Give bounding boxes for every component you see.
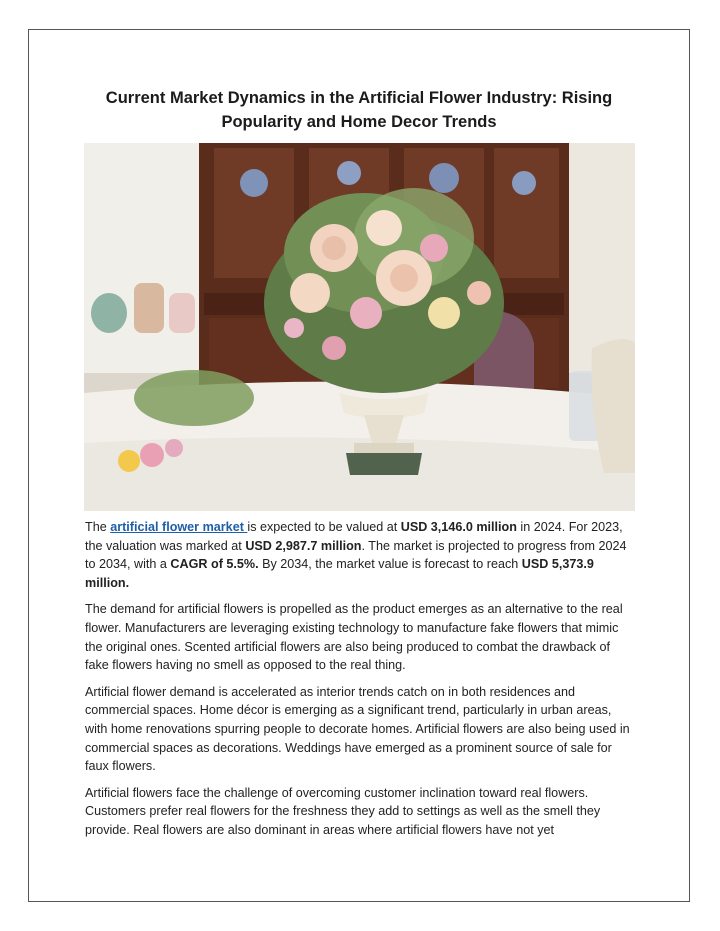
- value-2024: USD 3,146.0 million: [400, 520, 517, 534]
- paragraph-challenges: Artificial flowers face the challenge of overcoming customer inclination toward real flowers. Customers prefer real flowers for the freshness they add to settings as well as the smell they provide. Real flowers are also dominant in areas where artificial flowers have not yet: [85, 785, 601, 837]
- paragraph-market-value: [85, 518, 637, 592]
- cagr-value: CAGR of 5.5%.: [170, 557, 259, 572]
- value-2023: USD 2,987.7 million: [245, 538, 362, 553]
- text-segment: in 2024. For 2023, the valuation was marked at: [85, 520, 623, 553]
- article-body: [85, 518, 637, 848]
- text-segment: The: [85, 520, 111, 534]
- artificial-flower-market-link[interactable]: artificial flower market: [110, 520, 248, 534]
- text-segment: By 2034, the market value is forecast to reach: [258, 557, 522, 572]
- text-segment: . The market is projected to progress from 2024 to 2034, with a: [85, 538, 627, 572]
- value-2034: USD 5,373.9 million.: [85, 557, 594, 590]
- document-title: Current Market Dynamics in the Artificial Flower Industry: Rising Popularity and Home Decor Trends: [105, 89, 613, 131]
- document-page: [28, 29, 690, 902]
- paragraph-demand: The demand for artificial flowers is propelled as the product emerges as an alternative to the real flower. Manufacturers are leveraging existing technology to manufacture fake flowers that mimic the original ones. Scented artificial flowers are also being produced to combat the drawback of fake flowers having no smell as opposed to the real thing.: [85, 602, 623, 673]
- flower-arrangement-photo: [84, 143, 635, 511]
- paragraph-interior-trends: Artificial flower demand is accelerated as interior trends catch on in both residences and commercial spaces. Home décor is emerging as a significant trend, particularly in urban areas, with home renovations spurring people to decorate homes. Artificial flowers are also being used in commercial spaces as decorations. Weddings have emerged as a prominent source of sale for faux flowers.: [85, 684, 630, 774]
- text-segment: is expected to be valued at: [247, 520, 401, 534]
